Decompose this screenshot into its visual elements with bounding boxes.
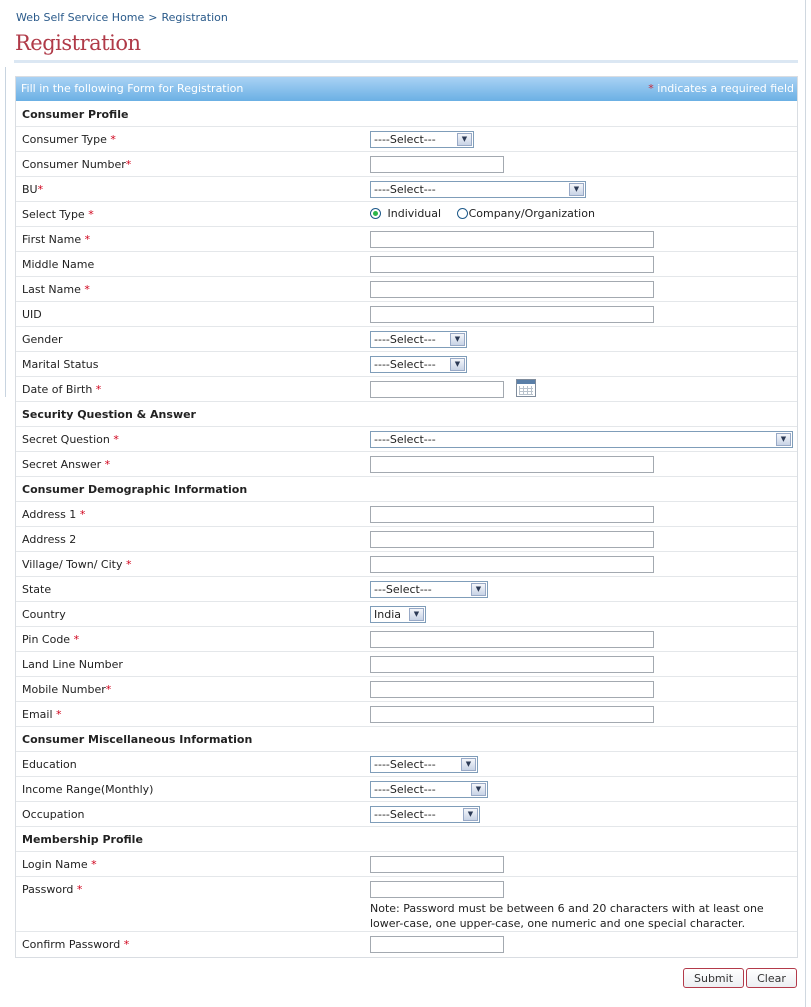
mobile-input[interactable] xyxy=(370,681,654,698)
section-title: Consumer Demographic Information xyxy=(22,483,248,496)
consumer-type-select[interactable]: ----Select--- ▼ xyxy=(370,131,474,148)
password-label: Password xyxy=(22,883,74,896)
income-label: Income Range(Monthly) xyxy=(22,783,154,796)
section-title: Security Question & Answer xyxy=(22,408,196,421)
marital-status-label: Marital Status xyxy=(22,358,99,371)
row-email: Email * xyxy=(16,702,797,727)
required-note: * indicates a required field xyxy=(648,82,794,95)
section-misc xyxy=(16,727,797,752)
right-divider xyxy=(805,0,806,1007)
row-address1: Address 1 * xyxy=(16,502,797,527)
chevron-down-icon: ▼ xyxy=(461,758,476,771)
title-divider xyxy=(14,60,798,63)
first-name-input[interactable] xyxy=(370,231,654,248)
chevron-down-icon: ▼ xyxy=(457,133,472,146)
section-consumer-profile xyxy=(16,102,797,127)
email-label: Email xyxy=(22,708,53,721)
secret-question-select[interactable]: ----Select--- ▼ xyxy=(370,431,793,448)
select-type-label: Select Type xyxy=(22,208,85,221)
secret-question-label: Secret Question xyxy=(22,433,110,446)
chevron-down-icon: ▼ xyxy=(409,608,424,621)
row-secret-answer: Secret Answer * xyxy=(16,452,797,477)
row-city: Village/ Town/ City * xyxy=(16,552,797,577)
secret-answer-input[interactable] xyxy=(370,456,654,473)
breadcrumb-current: Registration xyxy=(161,11,228,24)
chevron-down-icon: ▼ xyxy=(450,358,465,371)
last-name-label: Last Name xyxy=(22,283,81,296)
row-dob: Date of Birth * xyxy=(16,377,797,402)
education-label: Education xyxy=(22,758,77,771)
row-bu: BU* ----Select--- ▼ xyxy=(16,177,797,202)
address2-label: Address 2 xyxy=(22,533,77,546)
row-income xyxy=(16,777,797,802)
section-security xyxy=(16,402,797,427)
pin-label: Pin Code xyxy=(22,633,71,646)
left-divider xyxy=(5,67,6,397)
first-name-label: First Name xyxy=(22,233,82,246)
bu-select[interactable]: ----Select--- ▼ xyxy=(370,181,586,198)
submit-button[interactable]: Submit xyxy=(683,968,744,988)
password-note: Note: Password must be between 6 and 20 characters with at least one lower-case, one upper-case, one numeric and one special character. xyxy=(370,902,764,930)
row-login-name: Login Name * xyxy=(16,852,797,877)
landline-label: Land Line Number xyxy=(22,658,123,671)
row-country xyxy=(16,602,797,627)
breadcrumb-home-link[interactable]: Web Self Service Home xyxy=(16,11,145,24)
email-input[interactable] xyxy=(370,706,654,723)
section-title: Consumer Profile xyxy=(22,108,129,121)
city-label: Village/ Town/ City xyxy=(22,558,123,571)
individual-radio[interactable] xyxy=(370,208,381,219)
address1-label: Address 1 xyxy=(22,508,77,521)
gender-select[interactable]: ----Select--- ▼ xyxy=(370,331,467,348)
row-middle-name xyxy=(16,252,797,277)
form-instruction: Fill in the following Form for Registration xyxy=(21,82,244,95)
row-select-type: Select Type * Individual Company/Organization xyxy=(16,202,797,227)
individual-radio-label[interactable]: Individual xyxy=(387,207,442,220)
marital-status-select[interactable]: ----Select--- ▼ xyxy=(370,356,467,373)
section-membership xyxy=(16,827,797,852)
form-header-bar xyxy=(16,77,797,101)
row-password: Password * Note: Password must be between 6 and 20 characters with at least one lower-case, one upper-case, one numeric and one special character. xyxy=(16,877,797,932)
section-demographic xyxy=(16,477,797,502)
row-marital-status xyxy=(16,352,797,377)
login-name-label: Login Name xyxy=(22,858,88,871)
country-select[interactable]: India ▼ xyxy=(370,606,426,623)
dob-group xyxy=(370,381,504,398)
bu-label: BU xyxy=(22,183,38,196)
page-title: Registration xyxy=(15,31,141,55)
occupation-label: Occupation xyxy=(22,808,85,821)
address2-input[interactable] xyxy=(370,531,654,548)
select-type-group xyxy=(370,207,595,220)
calendar-icon[interactable] xyxy=(516,379,536,397)
row-consumer-type: Consumer Type * ----Select--- ▼ xyxy=(16,127,797,152)
breadcrumb-separator: > xyxy=(148,11,158,24)
uid-label: UID xyxy=(22,308,42,321)
company-radio-label[interactable]: Company/Organization xyxy=(468,207,595,220)
company-radio[interactable] xyxy=(457,208,468,219)
row-mobile: Mobile Number* xyxy=(16,677,797,702)
chevron-down-icon: ▼ xyxy=(463,808,478,821)
chevron-down-icon: ▼ xyxy=(471,783,486,796)
chevron-down-icon: ▼ xyxy=(450,333,465,346)
required-mark: * xyxy=(648,82,654,95)
row-last-name: Last Name * xyxy=(16,277,797,302)
occupation-select[interactable]: ----Select--- ▼ xyxy=(370,806,480,823)
row-first-name: First Name * xyxy=(16,227,797,252)
row-address2 xyxy=(16,527,797,552)
landline-input[interactable] xyxy=(370,656,654,673)
country-label: Country xyxy=(22,608,66,621)
gender-label: Gender xyxy=(22,333,63,346)
consumer-number-label: Consumer Number xyxy=(22,158,126,171)
dob-input[interactable] xyxy=(370,381,504,398)
education-select[interactable]: ----Select--- ▼ xyxy=(370,756,478,773)
clear-button[interactable]: Clear xyxy=(746,968,797,988)
row-confirm-password: Confirm Password * xyxy=(16,932,797,957)
row-landline xyxy=(16,652,797,677)
login-name-input[interactable] xyxy=(370,856,504,873)
address1-input[interactable] xyxy=(370,506,654,523)
row-education xyxy=(16,752,797,777)
confirm-password-label: Confirm Password xyxy=(22,938,121,951)
row-secret-question: Secret Question * ----Select--- ▼ xyxy=(16,427,797,452)
row-uid xyxy=(16,302,797,327)
consumer-number-input[interactable] xyxy=(370,156,504,173)
secret-answer-label: Secret Answer xyxy=(22,458,102,471)
dob-label: Date of Birth xyxy=(22,383,93,396)
consumer-type-label: Consumer Type xyxy=(22,133,107,146)
section-title: Membership Profile xyxy=(22,833,143,846)
chevron-down-icon: ▼ xyxy=(776,433,791,446)
row-gender xyxy=(16,327,797,352)
breadcrumb xyxy=(16,11,232,24)
state-select[interactable]: ---Select--- ▼ xyxy=(370,581,488,598)
city-input[interactable] xyxy=(370,556,654,573)
section-title: Consumer Miscellaneous Information xyxy=(22,733,253,746)
row-pin: Pin Code * xyxy=(16,627,797,652)
password-input[interactable] xyxy=(370,881,504,898)
middle-name-input[interactable] xyxy=(370,256,654,273)
income-select[interactable]: ----Select--- ▼ xyxy=(370,781,488,798)
uid-input[interactable] xyxy=(370,306,654,323)
row-occupation xyxy=(16,802,797,827)
row-consumer-number: Consumer Number* xyxy=(16,152,797,177)
pin-input[interactable] xyxy=(370,631,654,648)
chevron-down-icon: ▼ xyxy=(569,183,584,196)
middle-name-label: Middle Name xyxy=(22,258,95,271)
last-name-input[interactable] xyxy=(370,281,654,298)
mobile-label: Mobile Number xyxy=(22,683,106,696)
state-label: State xyxy=(22,583,52,596)
confirm-password-input[interactable] xyxy=(370,936,504,953)
row-state xyxy=(16,577,797,602)
chevron-down-icon: ▼ xyxy=(471,583,486,596)
